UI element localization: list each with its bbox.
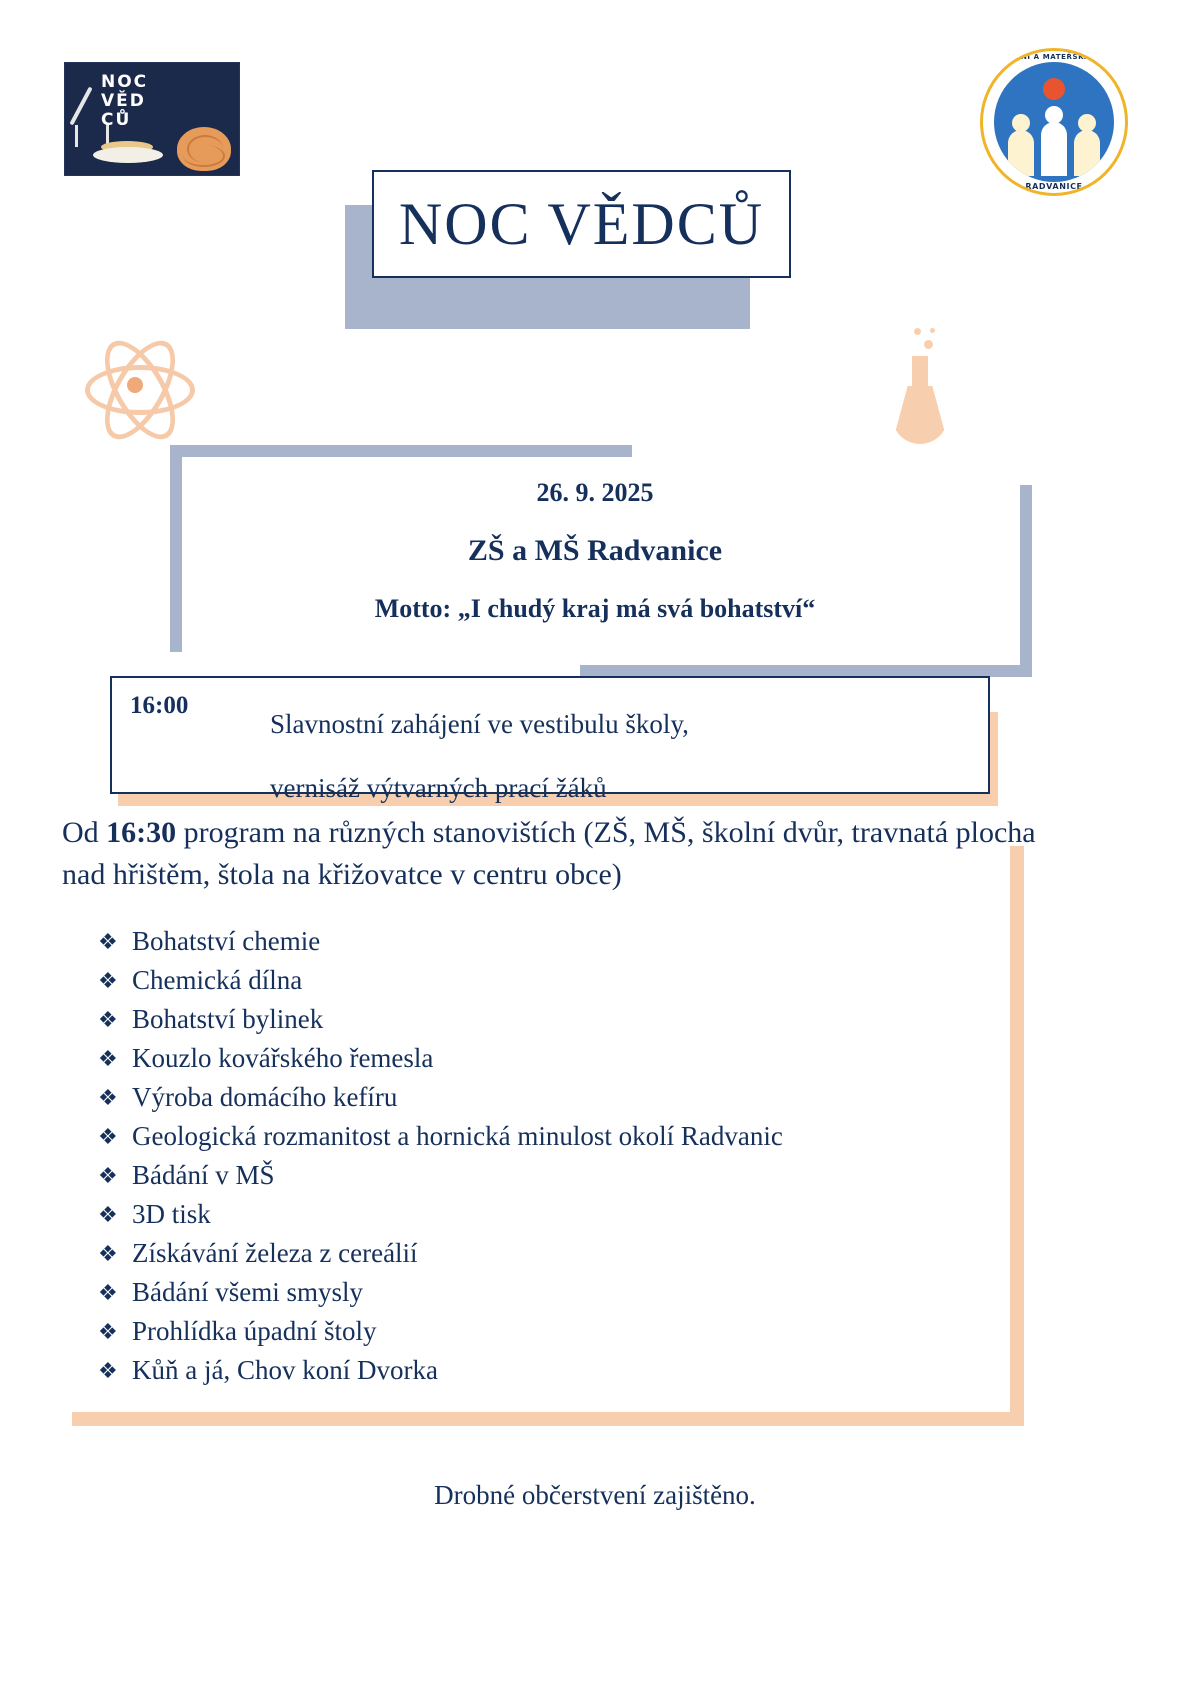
list-item — [98, 961, 998, 1000]
list-item — [98, 1234, 998, 1273]
list-item-label: Prohlídka úpadní štoly — [132, 1316, 377, 1346]
list-item-label: Bohatství bylinek — [132, 1004, 324, 1034]
program-intro — [62, 812, 1062, 896]
diamond-bullet-icon: ❖ — [98, 1319, 118, 1344]
schedule-row — [130, 692, 988, 820]
list-item-label: Získávání železa z cereálií — [132, 1238, 418, 1268]
diamond-bullet-icon: ❖ — [98, 1241, 118, 1266]
noc-vedcu-logo-line1: NOC — [101, 72, 149, 92]
school-logo-emblem — [994, 62, 1114, 182]
list-item — [98, 1000, 998, 1039]
list-item — [98, 1312, 998, 1351]
brain-icon — [177, 127, 231, 171]
program-intro-time: 16:30 — [106, 816, 177, 849]
list-item-label: Kůň a já, Chov koní Dvorka — [132, 1355, 438, 1385]
event-motto: Motto: „I chudý kraj má svá bohatství“ — [374, 594, 816, 623]
diamond-bullet-icon: ❖ — [98, 929, 118, 954]
diamond-bullet-icon: ❖ — [98, 1202, 118, 1227]
list-item — [98, 1351, 998, 1390]
footer-note: Drobné občerstvení zajištěno. — [434, 1480, 756, 1510]
diamond-bullet-icon: ❖ — [98, 1124, 118, 1149]
activity-list — [98, 922, 998, 1390]
list-item — [98, 1117, 998, 1156]
diamond-bullet-icon: ❖ — [98, 1085, 118, 1110]
event-school: ZŠ a MŠ Radvanice — [467, 534, 723, 567]
list-item — [98, 1156, 998, 1195]
figure-icon-left — [1008, 130, 1034, 176]
telescope-icon — [69, 87, 92, 126]
list-item-label: Výroba domácího kefíru — [132, 1082, 398, 1112]
list-item-label: Geologická rozmanitost a hornická minulost okolí Radvanic — [132, 1121, 783, 1151]
school-logo-ring-bottom-text: RADVANICE — [1025, 182, 1083, 191]
list-item — [98, 1195, 998, 1234]
list-item-label: Bádání všemi smysly — [132, 1277, 363, 1307]
page-title — [372, 170, 791, 278]
event-info — [200, 478, 990, 624]
diamond-bullet-icon: ❖ — [98, 968, 118, 993]
noc-vedcu-logo-line2: VĚD — [101, 91, 146, 111]
list-item-label: Chemická dílna — [132, 965, 303, 995]
event-date: 26. 9. 2025 — [536, 478, 654, 507]
noc-vedcu-logo — [64, 62, 240, 176]
program-intro-rest: program na různých stanovištích (ZŠ, MŠ, školní dvůr, travnatá plocha nad hřištěm, štola na křižovatce v centru obce) — [62, 816, 1036, 891]
noc-vedcu-logo-line3: CŮ — [101, 110, 132, 130]
figure-icon-right — [1074, 130, 1100, 176]
diamond-bullet-icon: ❖ — [98, 1007, 118, 1032]
list-item — [98, 1039, 998, 1078]
diamond-bullet-icon: ❖ — [98, 1280, 118, 1305]
diamond-bullet-icon: ❖ — [98, 1163, 118, 1188]
list-item — [98, 1078, 998, 1117]
list-item-label: Bohatství chemie — [132, 926, 321, 956]
zs-ms-radvanice-logo — [980, 48, 1128, 196]
figure-icon-center — [1041, 122, 1067, 176]
sun-icon — [1043, 78, 1065, 100]
atom-icon — [80, 330, 190, 440]
list-item-label: Bádání v MŠ — [132, 1160, 275, 1190]
list-item-label: 3D tisk — [132, 1199, 211, 1229]
list-item-label: Kouzlo kovářského řemesla — [132, 1043, 434, 1073]
flask-icon — [880, 328, 960, 458]
schedule-box — [110, 676, 990, 803]
petri-dish-icon — [93, 147, 163, 163]
diamond-bullet-icon: ❖ — [98, 1046, 118, 1071]
list-item — [98, 1273, 998, 1312]
schedule-description-line2: vernisáž výtvarných prací žáků — [270, 773, 607, 803]
schedule-time: 16:00 — [130, 692, 189, 719]
program-intro-prefix: Od — [62, 816, 107, 849]
list-item — [98, 922, 998, 961]
page-title-text: NOC VĚDCŮ — [398, 190, 765, 257]
schedule-description-line1: Slavnostní zahájení ve vestibulu školy, — [270, 709, 689, 739]
diamond-bullet-icon: ❖ — [98, 1358, 118, 1383]
schedule-description — [270, 692, 689, 820]
school-logo-ring-top-text: ZÁKLADNÍ A MATEŘSKÁ ŠKOLA — [985, 53, 1123, 61]
noc-vedcu-logo-text — [101, 73, 148, 130]
